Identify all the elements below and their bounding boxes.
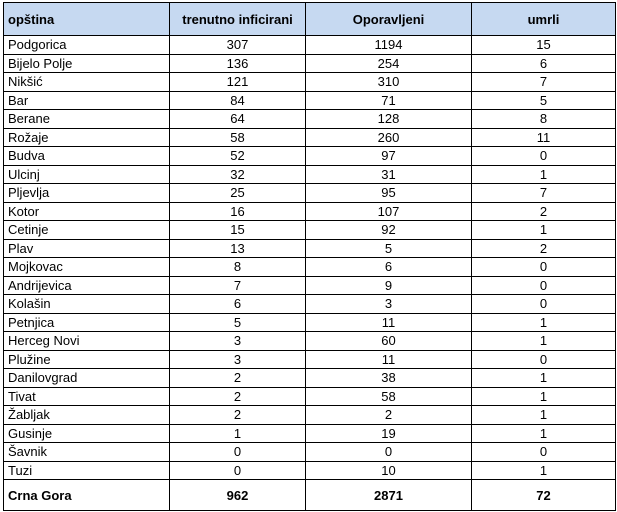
municipality-cell: Podgorica	[4, 36, 170, 55]
recovered-cell: 31	[306, 165, 472, 184]
municipality-cell: Gusinje	[4, 424, 170, 443]
table-header	[4, 3, 616, 36]
deceased-cell: 1	[472, 313, 616, 332]
table-row	[4, 202, 616, 221]
municipality-cell: Kolašin	[4, 295, 170, 314]
municipality-cell: Cetinje	[4, 221, 170, 240]
table-row	[4, 387, 616, 406]
deceased-cell: 1	[472, 424, 616, 443]
municipality-cell: Žabljak	[4, 406, 170, 425]
total-row	[4, 480, 616, 511]
infected-cell: 136	[170, 54, 306, 73]
municipality-cell: Berane	[4, 110, 170, 129]
recovered-cell: 38	[306, 369, 472, 388]
municipality-cell: Tuzi	[4, 461, 170, 480]
recovered-cell: 260	[306, 128, 472, 147]
recovered-cell: 107	[306, 202, 472, 221]
deceased-cell: 5	[472, 91, 616, 110]
deceased-cell: 2	[472, 202, 616, 221]
deceased-cell: 0	[472, 258, 616, 277]
recovered-cell: 5	[306, 239, 472, 258]
recovered-cell: 10	[306, 461, 472, 480]
infected-cell: 3	[170, 350, 306, 369]
recovered-cell: 1194	[306, 36, 472, 55]
deceased-cell: 1	[472, 461, 616, 480]
municipality-stats-table	[3, 2, 616, 511]
infected-cell: 58	[170, 128, 306, 147]
recovered-cell: 92	[306, 221, 472, 240]
deceased-cell: 7	[472, 73, 616, 92]
recovered-cell: 9	[306, 276, 472, 295]
municipality-cell: Budva	[4, 147, 170, 166]
table-row	[4, 350, 616, 369]
infected-cell: 84	[170, 91, 306, 110]
deceased-cell: 0	[472, 147, 616, 166]
table-row	[4, 258, 616, 277]
municipality-cell: Danilovgrad	[4, 369, 170, 388]
infected-cell: 8	[170, 258, 306, 277]
municipality-cell: Plav	[4, 239, 170, 258]
header-infected: trenutno inficirani	[170, 3, 306, 36]
infected-cell: 307	[170, 36, 306, 55]
infected-cell: 3	[170, 332, 306, 351]
recovered-cell: 95	[306, 184, 472, 203]
deceased-cell: 2	[472, 239, 616, 258]
infected-cell: 2	[170, 406, 306, 425]
header-municipality: opština	[4, 3, 170, 36]
infected-cell: 15	[170, 221, 306, 240]
deceased-cell: 1	[472, 369, 616, 388]
deceased-cell: 0	[472, 276, 616, 295]
municipality-cell: Bijelo Polje	[4, 54, 170, 73]
total-infected: 962	[170, 480, 306, 511]
recovered-cell: 128	[306, 110, 472, 129]
table-row	[4, 128, 616, 147]
deceased-cell: 1	[472, 387, 616, 406]
header-recovered: Oporavljeni	[306, 3, 472, 36]
infected-cell: 5	[170, 313, 306, 332]
header-deceased: umrli	[472, 3, 616, 36]
municipality-cell: Petnjica	[4, 313, 170, 332]
table-row	[4, 147, 616, 166]
deceased-cell: 11	[472, 128, 616, 147]
table-row	[4, 406, 616, 425]
municipality-cell: Bar	[4, 91, 170, 110]
infected-cell: 13	[170, 239, 306, 258]
recovered-cell: 97	[306, 147, 472, 166]
table-row	[4, 369, 616, 388]
table-row	[4, 36, 616, 55]
deceased-cell: 8	[472, 110, 616, 129]
municipality-cell: Tivat	[4, 387, 170, 406]
deceased-cell: 0	[472, 443, 616, 462]
total-name: Crna Gora	[4, 480, 170, 511]
table-row	[4, 461, 616, 480]
deceased-cell: 0	[472, 295, 616, 314]
municipality-cell: Rožaje	[4, 128, 170, 147]
table-row	[4, 221, 616, 240]
table-row	[4, 184, 616, 203]
table-row	[4, 332, 616, 351]
infected-cell: 16	[170, 202, 306, 221]
infected-cell: 64	[170, 110, 306, 129]
table-row	[4, 443, 616, 462]
deceased-cell: 1	[472, 165, 616, 184]
recovered-cell: 6	[306, 258, 472, 277]
total-recovered: 2871	[306, 480, 472, 511]
table-row	[4, 276, 616, 295]
table-row	[4, 91, 616, 110]
recovered-cell: 60	[306, 332, 472, 351]
recovered-cell: 0	[306, 443, 472, 462]
deceased-cell: 1	[472, 332, 616, 351]
recovered-cell: 3	[306, 295, 472, 314]
infected-cell: 2	[170, 369, 306, 388]
table-row	[4, 165, 616, 184]
recovered-cell: 19	[306, 424, 472, 443]
municipality-cell: Šavnik	[4, 443, 170, 462]
recovered-cell: 2	[306, 406, 472, 425]
deceased-cell: 6	[472, 54, 616, 73]
table-row	[4, 313, 616, 332]
municipality-cell: Plužine	[4, 350, 170, 369]
municipality-cell: Herceg Novi	[4, 332, 170, 351]
deceased-cell: 1	[472, 221, 616, 240]
infected-cell: 121	[170, 73, 306, 92]
deceased-cell: 1	[472, 406, 616, 425]
municipality-cell: Ulcinj	[4, 165, 170, 184]
recovered-cell: 254	[306, 54, 472, 73]
municipality-cell: Kotor	[4, 202, 170, 221]
total-deceased: 72	[472, 480, 616, 511]
municipality-cell: Mojkovac	[4, 258, 170, 277]
infected-cell: 25	[170, 184, 306, 203]
table-row	[4, 54, 616, 73]
table-body	[4, 36, 616, 480]
infected-cell: 32	[170, 165, 306, 184]
deceased-cell: 0	[472, 350, 616, 369]
infected-cell: 2	[170, 387, 306, 406]
recovered-cell: 11	[306, 350, 472, 369]
table-row	[4, 295, 616, 314]
infected-cell: 6	[170, 295, 306, 314]
table-row	[4, 110, 616, 129]
municipality-cell: Nikšić	[4, 73, 170, 92]
infected-cell: 0	[170, 443, 306, 462]
municipality-cell: Andrijevica	[4, 276, 170, 295]
table-row	[4, 73, 616, 92]
recovered-cell: 58	[306, 387, 472, 406]
recovered-cell: 71	[306, 91, 472, 110]
table-footer	[4, 480, 616, 511]
municipality-cell: Pljevlja	[4, 184, 170, 203]
deceased-cell: 7	[472, 184, 616, 203]
infected-cell: 52	[170, 147, 306, 166]
table-row	[4, 424, 616, 443]
infected-cell: 1	[170, 424, 306, 443]
recovered-cell: 310	[306, 73, 472, 92]
infected-cell: 7	[170, 276, 306, 295]
table-row	[4, 239, 616, 258]
recovered-cell: 11	[306, 313, 472, 332]
infected-cell: 0	[170, 461, 306, 480]
header-row	[4, 3, 616, 36]
deceased-cell: 15	[472, 36, 616, 55]
